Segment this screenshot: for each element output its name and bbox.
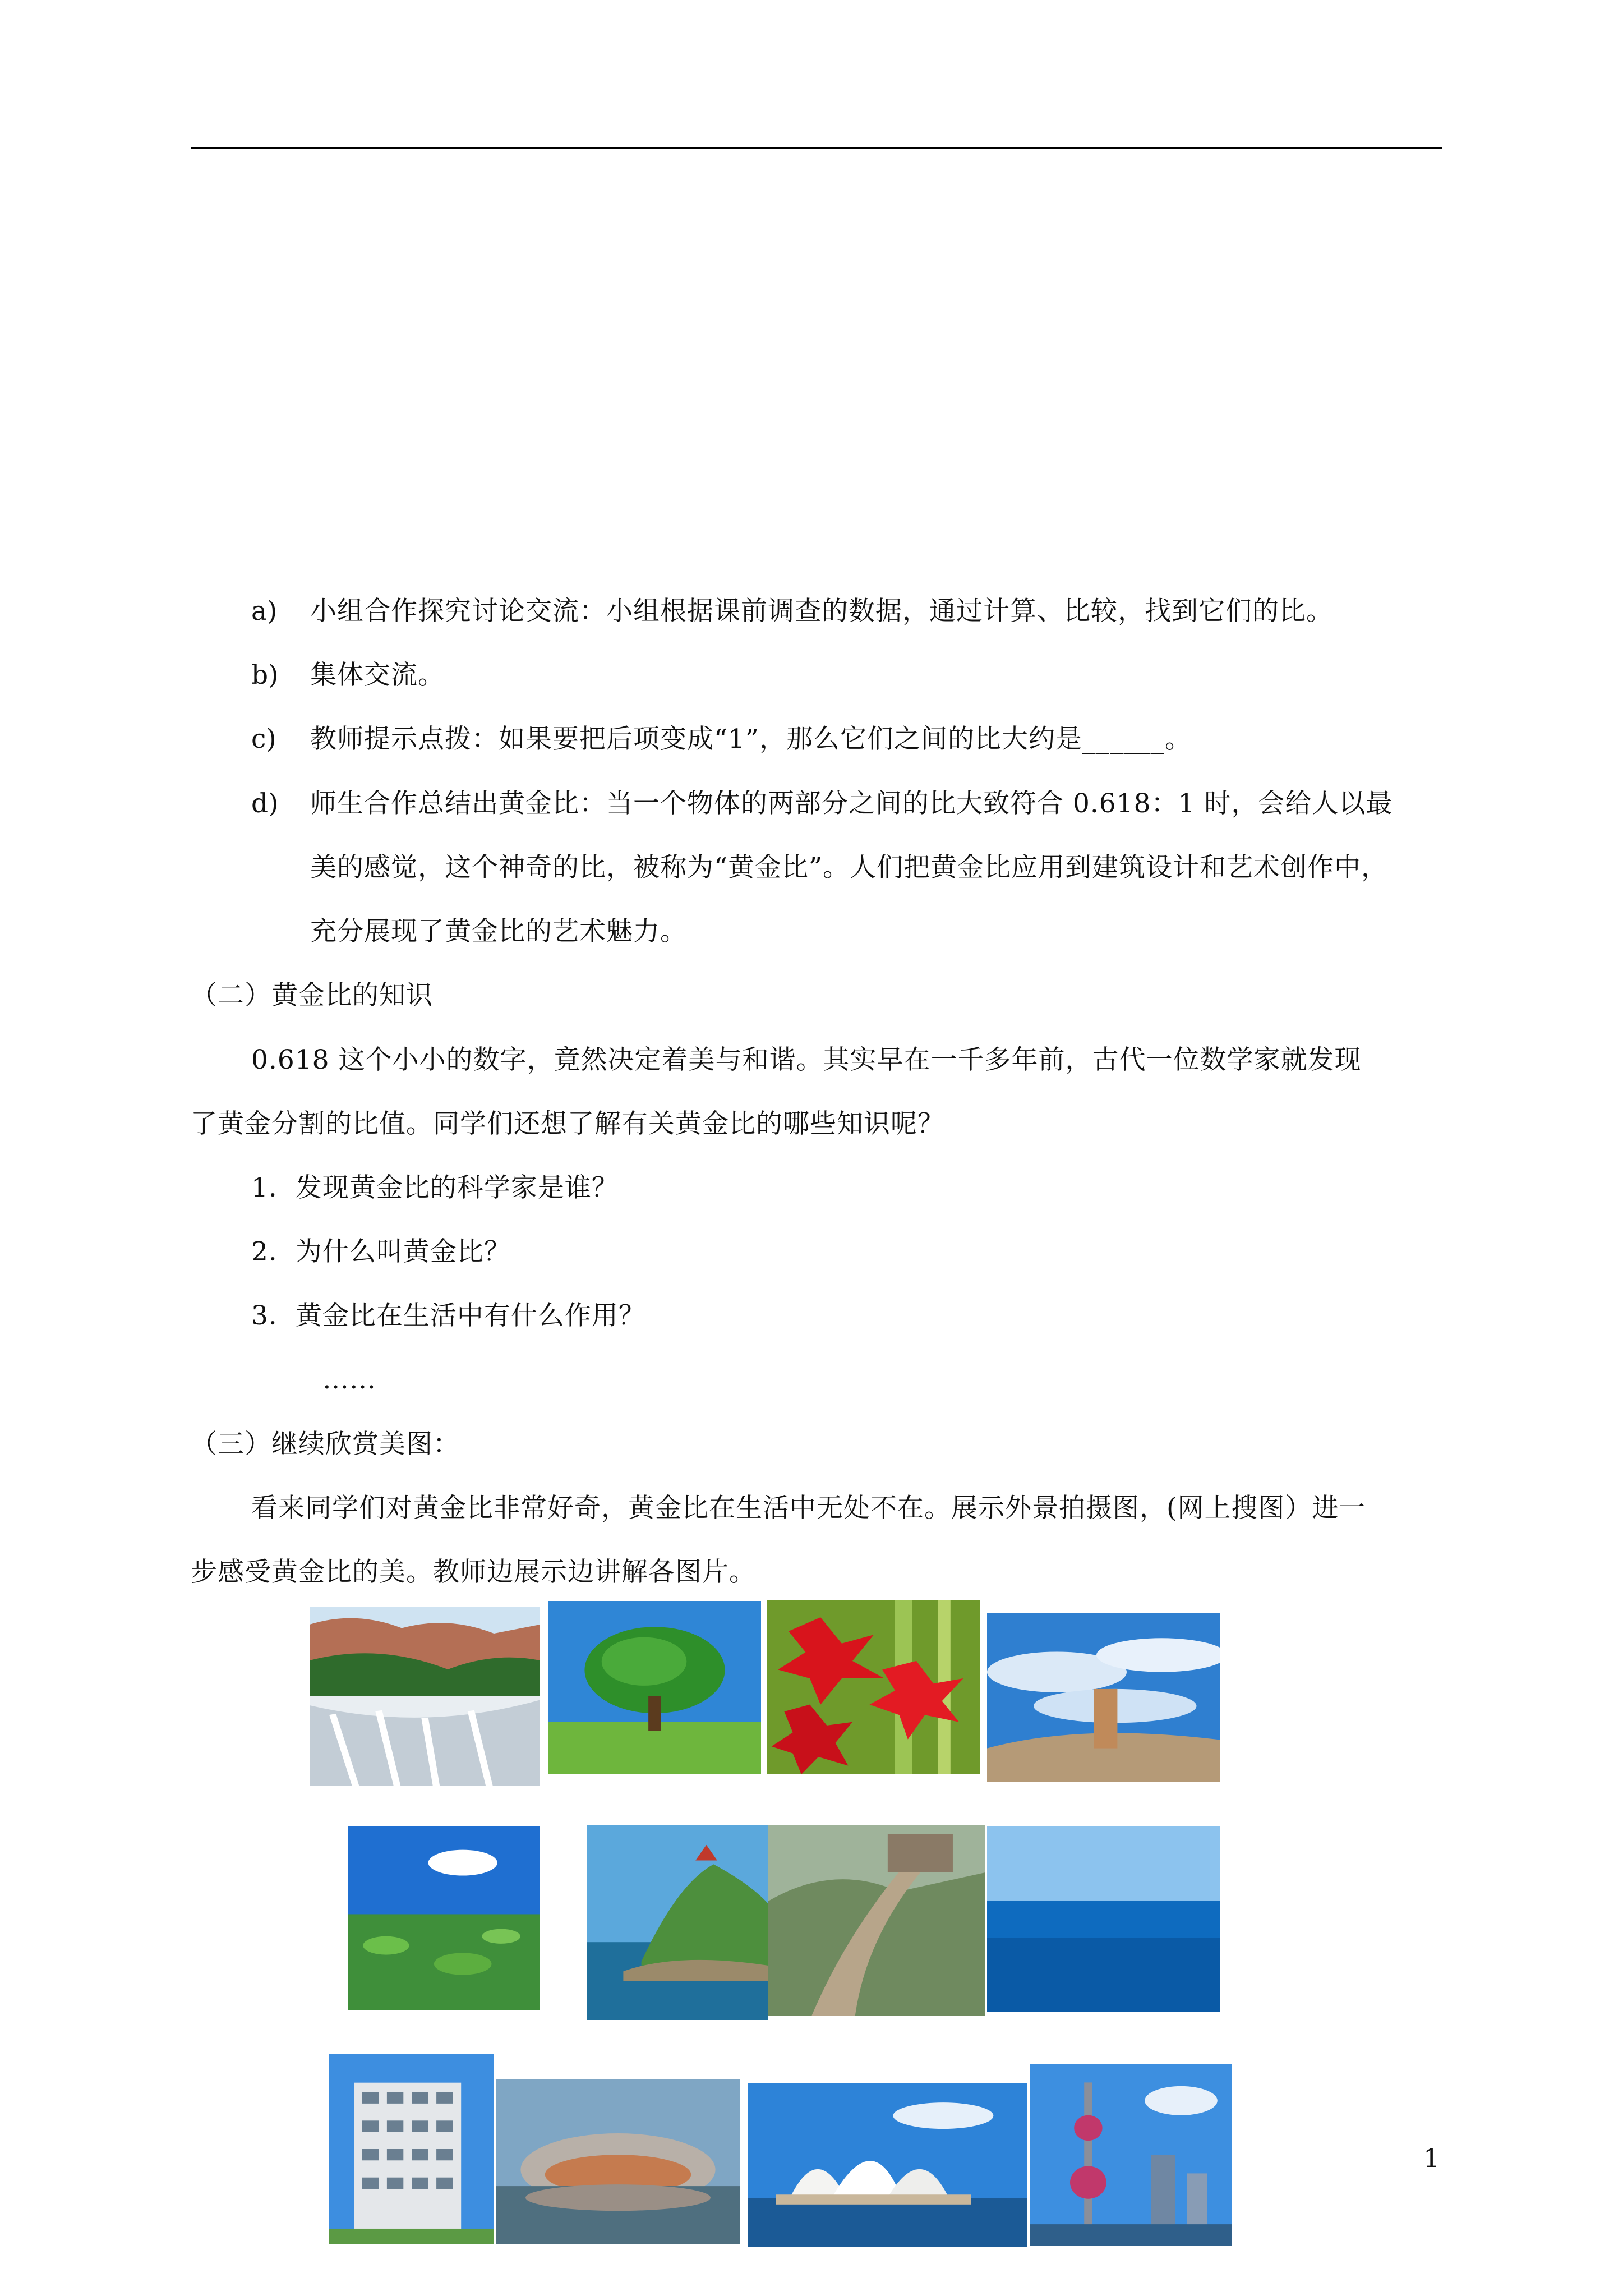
step-d-line-3: 充分展现了黄金比的艺术魅力。: [310, 916, 687, 947]
step-c-label: c): [251, 724, 276, 754]
sky-monument-photo: [987, 1613, 1220, 1782]
ocean-photo: [987, 1826, 1220, 2012]
modern-building-photo: [329, 2054, 494, 2244]
island-pavilion-photo: [587, 1825, 768, 2020]
section2-para-line-2: 了黄金分割的比值。同学们还想了解有关黄金比的哪些知识呢？: [191, 1108, 944, 1139]
section3-heading: （三）继续欣赏美图：: [191, 1429, 460, 1460]
page-number: 1: [1423, 2143, 1440, 2173]
step-d-line-1: 师生合作总结出黄金比：当一个物体的两部分之间的比大致符合 0.618：1 时，会给人以最: [310, 788, 1393, 819]
question-2: 2．为什么叫黄金比？: [251, 1236, 511, 1267]
step-b-text: 集体交流。: [310, 660, 445, 691]
grand-theater-photo: [496, 2079, 740, 2244]
step-b-label: b): [251, 660, 279, 691]
section2-heading: （二）黄金比的知识: [191, 980, 433, 1011]
ellipsis: ……: [322, 1364, 376, 1395]
step-a-text: 小组合作探究讨论交流：小组根据课前调查的数据，通过计算、比较，找到它们的比。: [310, 596, 1333, 627]
step-a-label: a): [251, 596, 278, 627]
step-d-line-2: 美的感觉，这个神奇的比，被称为“黄金比”。人们把黄金比应用到建筑设计和艺术创作中，: [310, 852, 1389, 883]
section2-para-line-1: 0.618 这个小小的数字，竟然决定着美与和谐。其实早在一千多年前，古代一位数学家就发现: [251, 1045, 1362, 1075]
red-maple-photo: [767, 1600, 980, 1774]
step-d-label: d): [251, 788, 279, 819]
great-wall-photo: [768, 1825, 985, 2016]
opera-house-photo: [748, 2083, 1027, 2247]
lotus-lake-photo: [348, 1826, 540, 2010]
tree-photo: [548, 1601, 761, 1774]
section3-para-line-2: 步感受黄金比的美。教师边展示边讲解各图片。: [191, 1557, 756, 1588]
step-c-text: 教师提示点拨：如果要把后项变成“1”，那么它们之间的比大约是______。: [310, 724, 1192, 754]
header-rule: [191, 147, 1442, 149]
section3-para-line-1: 看来同学们对黄金比非常好奇，黄金比在生活中无处不在。展示外景拍摄图，(网上搜图）进一: [251, 1493, 1366, 1524]
pearl-tower-photo: [1030, 2064, 1232, 2246]
question-1: 1．发现黄金比的科学家是谁？: [251, 1172, 619, 1203]
question-3: 3．黄金比在生活中有什么作用？: [251, 1300, 645, 1331]
waterfall-photo: [310, 1607, 540, 1786]
